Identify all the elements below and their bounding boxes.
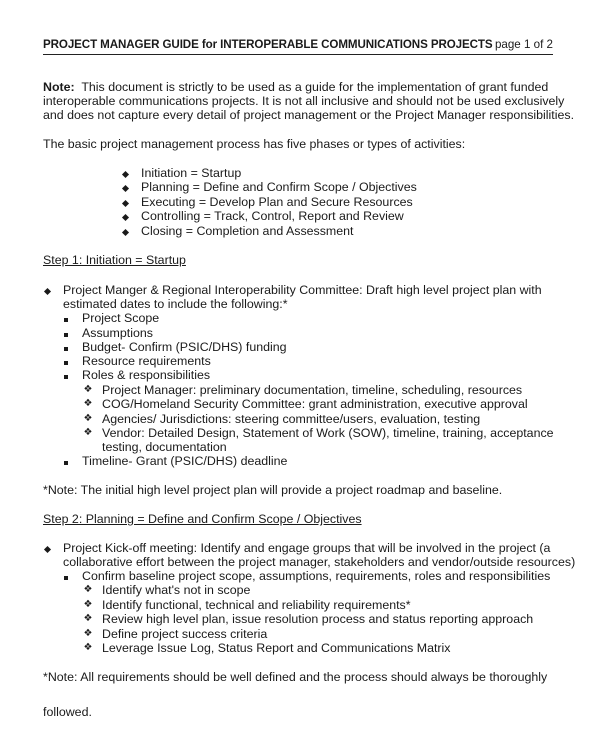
list-item: Assumptions <box>82 326 153 340</box>
list-item: Roles & responsibilities <box>82 368 211 382</box>
sub-item: Leverage Issue Log, Status Report and Communications Matrix <box>102 641 451 655</box>
clipped-text: followed. <box>43 705 92 719</box>
page-number: page 1 of 2 <box>494 38 553 51</box>
diamond-bullet-icon <box>118 166 132 181</box>
note-text-1: This document is strictly to be used as a guide for the implementation of grant funded <box>81 80 549 94</box>
step-1-heading: Step 1: Initiation = Startup <box>43 253 186 267</box>
square-bullet-icon <box>59 326 73 341</box>
diamond-bullet-icon <box>118 224 132 239</box>
role-item: COG/Homeland Security Committee: grant administration, executive approval <box>102 397 528 411</box>
clover-bullet-icon: ❖ <box>83 584 93 595</box>
phase-item: Planning = Define and Confirm Scope / Objectives <box>141 180 417 194</box>
square-bullet-icon <box>59 354 73 369</box>
diamond-bullet-icon <box>40 541 54 556</box>
step-2-footnote: *Note: All requirements should be well defined and the process should always be thoroughly <box>43 670 548 684</box>
list-item: Budget- Confirm (PSIC/DHS) funding <box>82 340 287 354</box>
clover-bullet-icon: ❖ <box>83 628 93 639</box>
confirm-item: Confirm baseline project scope, assumptions, requirements, roles and responsibilities <box>82 569 551 583</box>
phase-item: Controlling = Track, Control, Report and Review <box>141 209 404 223</box>
step-1-main-line-2: estimated dates to include the following:* <box>63 297 288 311</box>
page-header <box>43 38 553 55</box>
diamond-bullet-icon <box>40 283 54 298</box>
step-2-main-line-2: collaborative effort between the project manager, stakeholders and vendor/outside resources) <box>63 555 576 569</box>
note-line-1 <box>43 80 548 95</box>
sub-item: Define project success criteria <box>102 627 268 641</box>
diamond-bullet-icon <box>118 195 132 210</box>
phase-item: Executing = Develop Plan and Secure Resources <box>141 195 413 209</box>
role-item: Agencies/ Jurisdictions: steering committee/users, evaluation, testing <box>102 412 481 426</box>
step-1-main-line-1: Project Manger & Regional Interoperability Committee: Draft high level project plan with <box>63 283 542 297</box>
square-bullet-icon <box>59 340 73 355</box>
document-title: PROJECT MANAGER GUIDE for INTEROPERABLE COMMUNICATIONS PROJECTS <box>43 38 493 51</box>
diamond-bullet-icon <box>118 180 132 195</box>
clipped-text-line <box>43 705 133 719</box>
sub-item: Identify functional, technical and reliability requirements* <box>102 598 411 612</box>
clover-bullet-icon: ❖ <box>83 413 93 424</box>
clover-bullet-icon: ❖ <box>83 642 93 653</box>
sub-item: Identify what's not in scope <box>102 583 251 597</box>
role-item: Project Manager: preliminary documentation, timeline, scheduling, resources <box>102 383 523 397</box>
clover-bullet-icon: ❖ <box>83 398 93 409</box>
square-bullet-icon <box>59 368 73 383</box>
clover-bullet-icon: ❖ <box>83 599 93 610</box>
step-1-footnote: *Note: The initial high level project plan will provide a project roadmap and baseline. <box>43 483 503 497</box>
clover-bullet-icon: ❖ <box>83 613 93 624</box>
clover-bullet-icon: ❖ <box>83 384 93 395</box>
diamond-bullet-icon <box>118 209 132 224</box>
intro-text: The basic project management process has five phases or types of activities: <box>43 137 466 151</box>
phase-item: Initiation = Startup <box>141 166 242 180</box>
square-bullet-icon <box>59 454 73 469</box>
step-2-main-line-1: Project Kick-off meeting: Identify and engage groups that will be involved in the project (a <box>63 541 551 555</box>
list-item: Project Scope <box>82 311 160 325</box>
note-label: Note: <box>43 80 75 94</box>
step-2-heading: Step 2: Planning = Define and Confirm Scope / Objectives <box>43 512 362 526</box>
note-line-3: and does not capture every detail of project management or the Project Manager responsibilities. <box>43 108 575 122</box>
timeline-item: Timeline- Grant (PSIC/DHS) deadline <box>82 454 288 468</box>
clover-bullet-icon: ❖ <box>83 427 93 438</box>
sub-item: Review high level plan, issue resolution process and status reporting approach <box>102 612 534 626</box>
role-item: Vendor: Detailed Design, Statement of Work (SOW), timeline, training, acceptance <box>102 426 554 440</box>
phase-item: Closing = Completion and Assessment <box>141 224 354 238</box>
list-item: Resource requirements <box>82 354 211 368</box>
square-bullet-icon <box>59 311 73 326</box>
note-line-2: interoperable communications projects. It is not all inclusive and should not be used exclusively <box>43 94 565 108</box>
square-bullet-icon <box>59 569 73 584</box>
role-item-continued: testing, documentation <box>102 440 227 454</box>
